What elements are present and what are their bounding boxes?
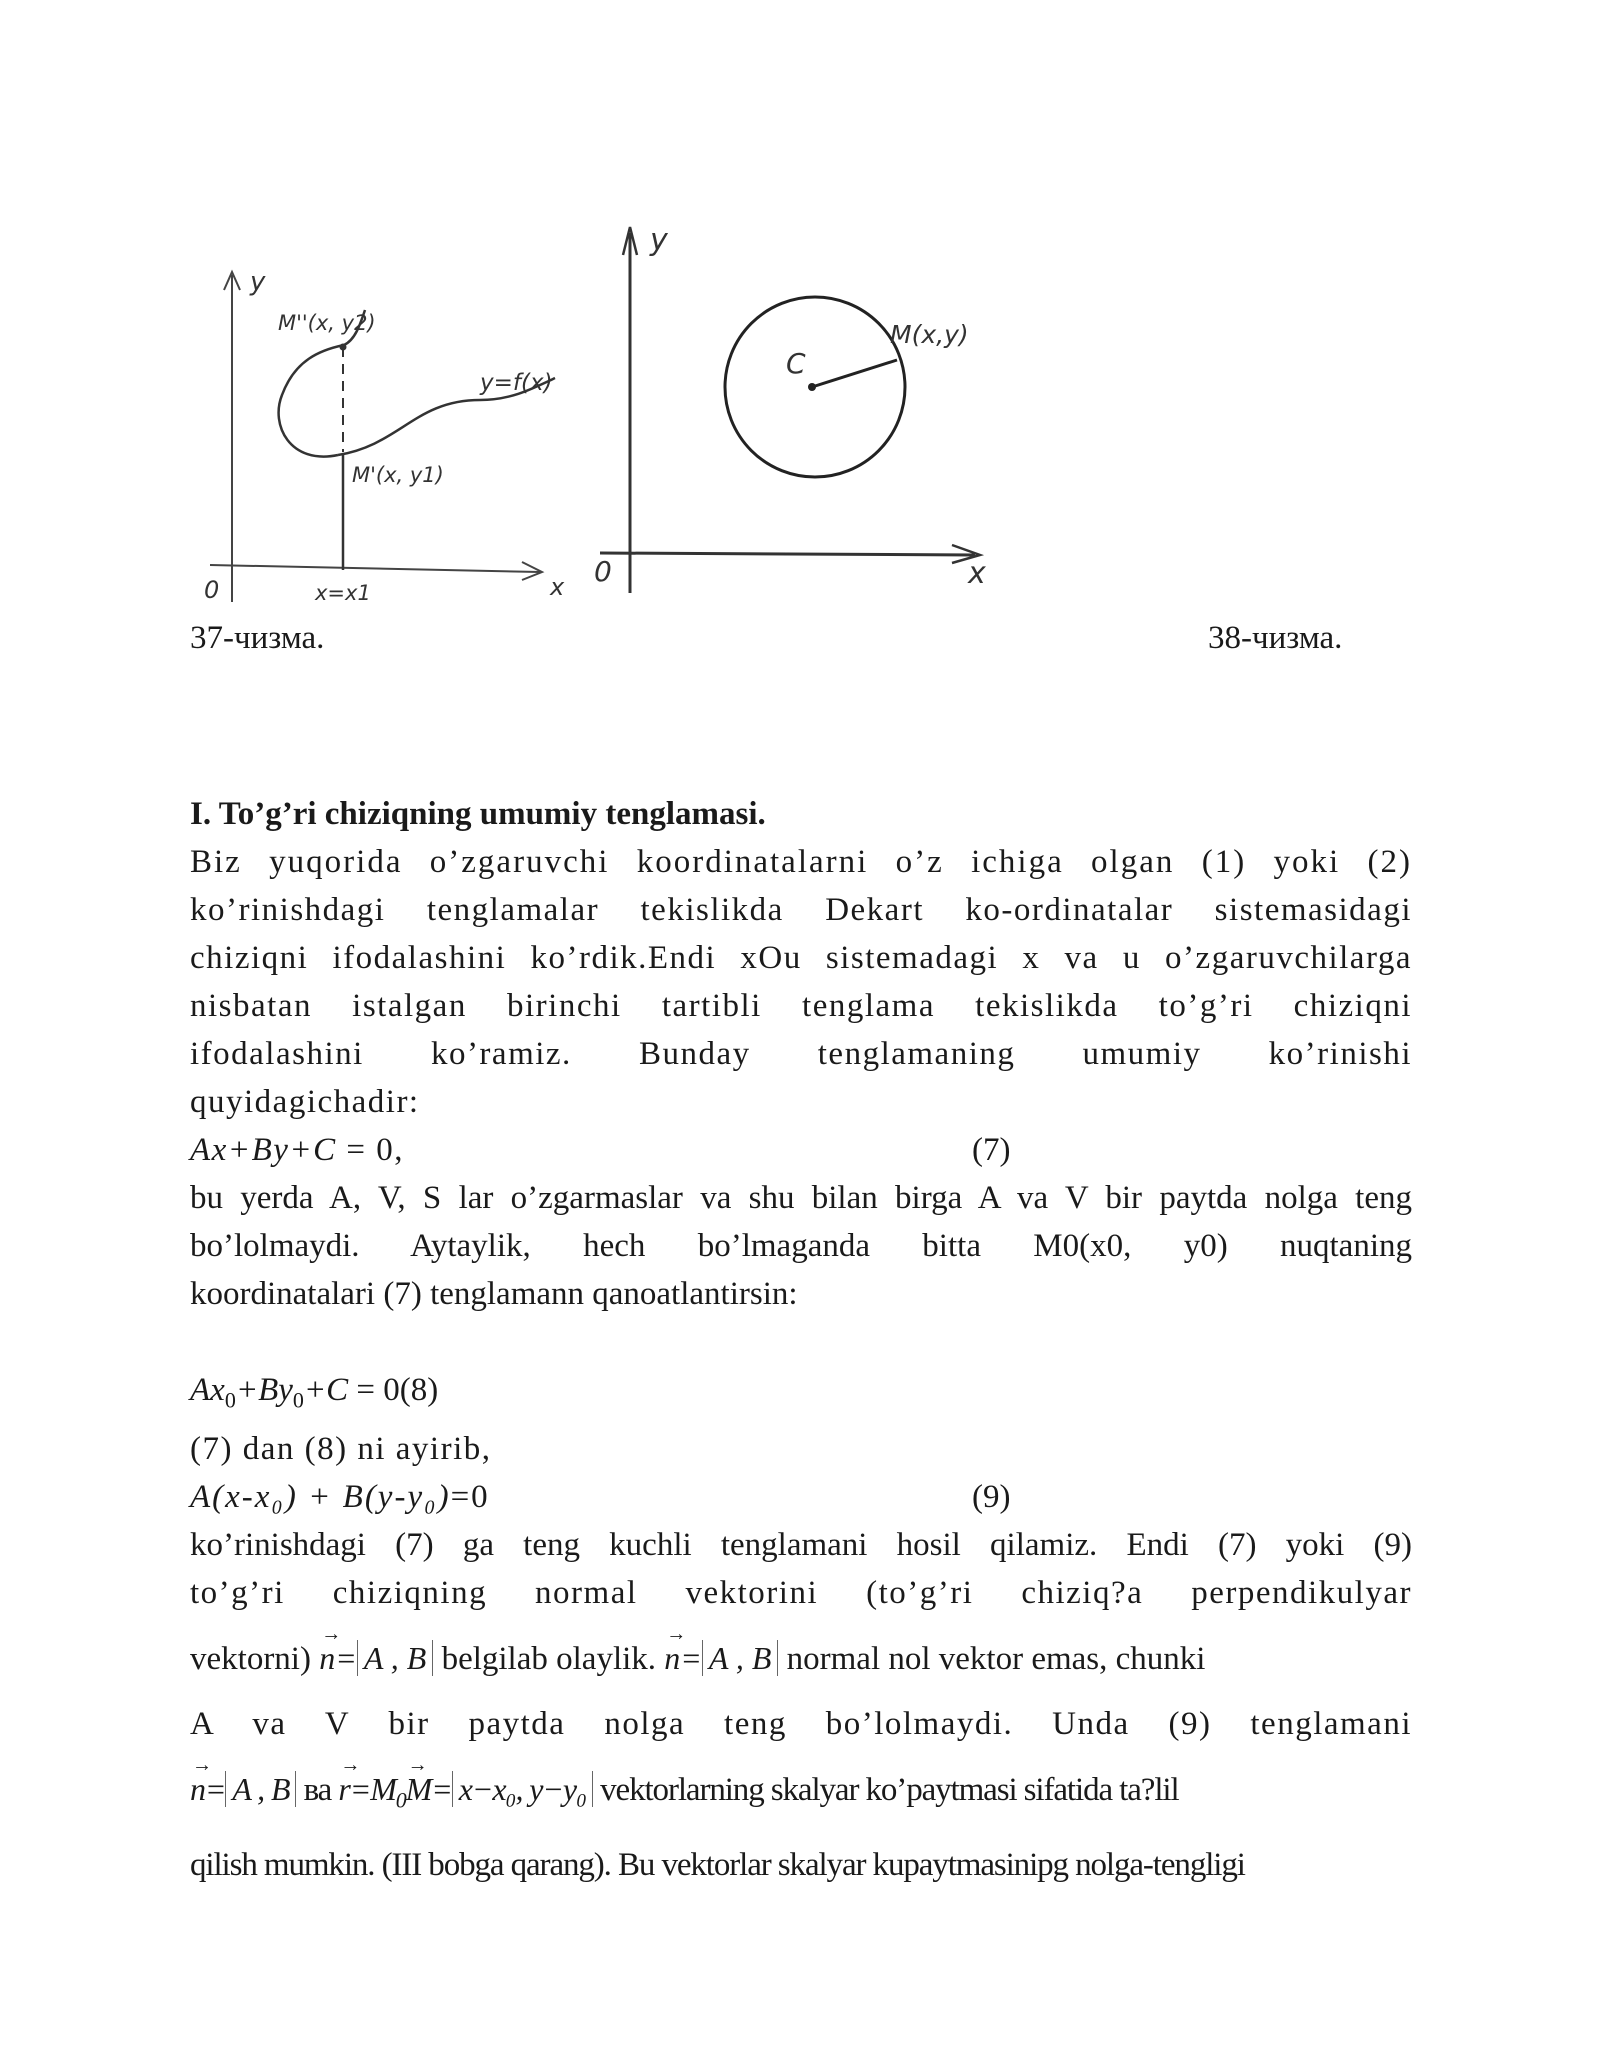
figure-37-x-label: x [550,573,565,601]
normal-vector-line-start: vektorni) [190,1640,320,1677]
scalar-product-formula-r [338,1770,593,1812]
vector-r-label: r=M [338,1770,396,1807]
figure-38-point-label: M(x,y) [890,320,969,349]
equation-8-b: +By [235,1372,293,1408]
figure-37-curve-label: y=f(x) [480,370,553,396]
paragraph-2-line-1: bu yerda A, V, S lar o’zgarmaslar va shu bilan birga A va V bir paytda nolga teng [190,1180,1412,1216]
figure-38-center-label: C [786,347,806,380]
vector-n-label: n= [319,1639,357,1676]
equation-7-lhs: Ax+By+C [190,1132,337,1168]
vector-r-arrow [338,1748,395,1830]
vector-r-subscript: 0 [395,1786,406,1812]
figure-38-y-label: y [650,223,668,258]
vector-n-components-3: A , B [225,1771,296,1807]
paragraph-1-line-5: ifodalashini ko’ramiz. Bunday tenglamaning umumiy ko’rinishi [190,1036,1412,1072]
paragraph-2-line-2: bo’lolmaydi. Aytaylik, hech bo’lmaganda bitta M0(x0, y0) nuqtaning [190,1228,1412,1264]
scalar-product-line [190,1748,1412,1841]
figure-37-point-lower-label: M'(x, y1) [352,463,444,487]
equation-9-expression [190,1473,972,1521]
paragraph-3-line-1: ko’rinishdagi (7) ga teng kuchli tenglamani hosil qilamiz. Endi (7) yoki (9) [190,1526,1412,1563]
vector-m-arrow [406,1748,452,1830]
equation-9-rhs: =0 [450,1478,490,1515]
vector-n-arrow-3 [190,1748,225,1830]
vector-m-label: M= [405,1770,452,1807]
figure-38-drawing [590,215,1020,615]
figure-37-tick-label: x=x1 [315,581,371,605]
vector-n-components-2: A , B [702,1640,779,1676]
section-content [190,790,1412,1889]
paragraph-1-line-2: ko’rinishdagi tenglamalar tekislikda Dekart ko-ordinatalar sistemasidagi [190,892,1412,928]
paragraph-1-line-1: Biz yuqorida o’zgaruvchi koordinatalarni o’z ichiga olgan (1) yoki (2) [190,844,1412,880]
blank-line [190,1318,1412,1366]
paragraph-2-line-3: koordinatalari (7) tenglamann qanoatlantirsin: [190,1276,798,1312]
scalar-product-line-end: vektorlarning skalyar ko’paytmasi sifatida ta?lil [592,1771,1179,1808]
equation-7-expression [190,1126,972,1174]
figure-37-point-upper-label: M''(x, y2) [278,311,376,335]
normal-vector-line-middle: belgilab olaylik. [433,1640,665,1677]
caption-figure-38: 38-чизма. [1208,620,1343,656]
normal-vector-formula-2 [664,1640,778,1676]
scalar-product-formula-n [190,1771,296,1807]
figure-38-radius [812,360,897,387]
equation-7-rhs: = 0, [336,1132,405,1168]
equation-8-sub-2: 0 [292,1387,304,1413]
paragraph-last-line: qilish mumkin. (III bobga qarang). Bu vektorlar skalyar kupaytmasinipg nolga-tengligi [190,1846,1245,1883]
figure-38-center-point [808,383,816,391]
figure-38-x-axis [600,553,975,555]
normal-vector-formula-1 [319,1640,433,1676]
vector-n-label-2: n= [664,1639,702,1676]
equation-7-number: (7) [972,1132,1011,1168]
equation-7 [190,1126,1412,1174]
equation-8-rhs: = 0(8) [348,1372,439,1408]
vector-n-components: A , B [357,1640,434,1676]
figure-37-y-label: y [250,267,266,297]
normal-vector-line [190,1617,1412,1700]
figure-38-x-label: x [968,556,986,591]
vector-r-components: x−x₀, y−y₀ [452,1771,593,1807]
subtract-line: (7) dan (8) ni ayirib, [190,1430,492,1467]
normal-vector-line-end: normal nol vektor emas, chunki [778,1640,1206,1677]
paragraph-3-line-2: to’g’ri chiziqning normal vektorini (to’g’ri chiziq?a perpendikulyar [190,1574,1412,1611]
equation-8-sub-1: 0 [224,1387,236,1413]
paragraph-1-line-3: chiziqni ifodalashini ko’rdik.Endi xOu sistemadagi x va u o’zgaruvchilarga [190,940,1412,976]
equation-8-c: +C [303,1372,349,1408]
caption-figure-37: 37-чизма. [190,620,325,656]
figure-37-drawing [190,250,590,620]
figure-37 [190,250,590,620]
equation-8 [190,1366,1412,1425]
equation-9-number: (9) [972,1478,1011,1515]
paragraph-1-line-6: quyidagichadir: [190,1084,420,1120]
vector-n-arrow [319,1617,357,1699]
equation-9 [190,1473,1412,1521]
figure-37-point-upper [340,344,347,351]
figure-38-origin: 0 [594,555,612,588]
figure-37-x-axis [210,565,540,572]
vector-n-arrow-2 [664,1617,702,1699]
equation-9-lhs: A(x-x₀) + B(y-y₀) [190,1478,451,1515]
figure-37-origin: 0 [204,576,220,604]
paragraph-4-line-1: A va V bir paytda nolga teng bo’lolmaydi. Unda (9) tenglamani [190,1705,1412,1742]
paragraph-1-line-4: nisbatan istalgan birinchi tartibli tenglama tekislikda to’g’ri chiziqni [190,988,1412,1024]
conjunction-va: ва [303,1771,332,1808]
section-title: I. To’g’ri chiziqning umumiy tenglamasi. [190,796,766,832]
figure-38 [590,215,1020,615]
vector-n-label-3: n= [190,1770,226,1807]
equation-8-a: Ax [190,1372,225,1408]
